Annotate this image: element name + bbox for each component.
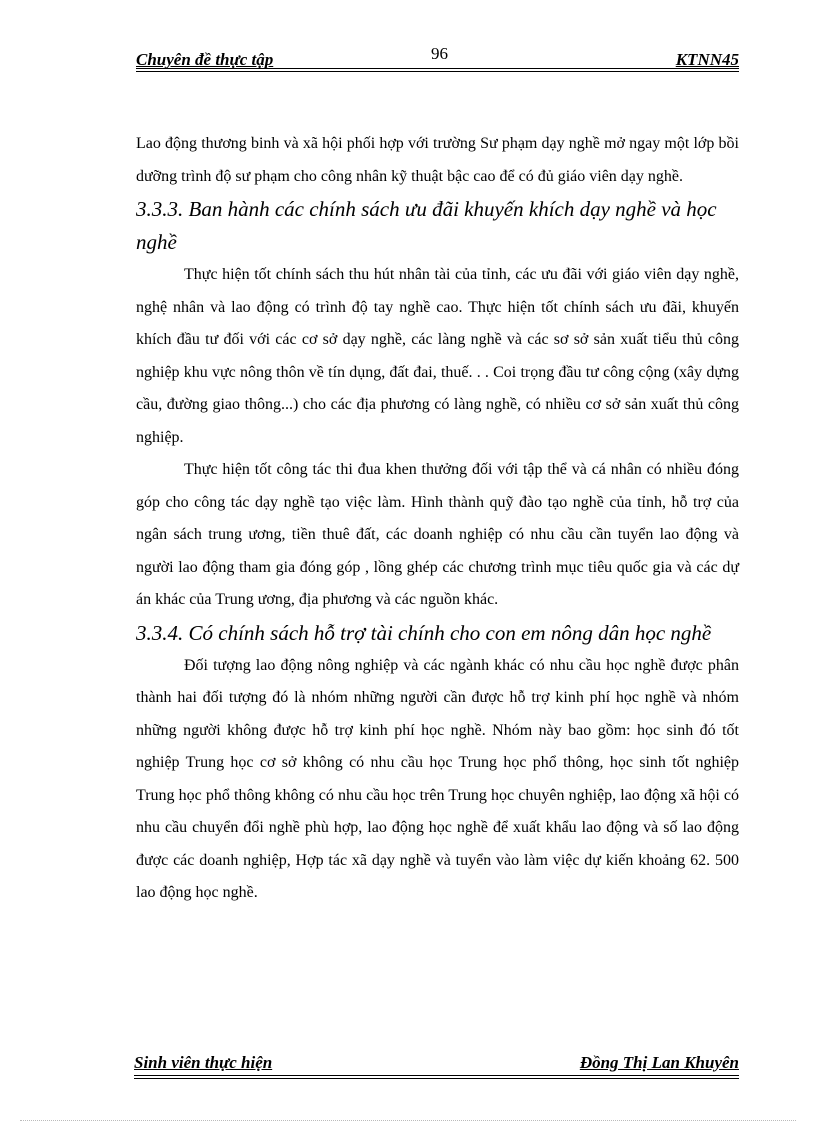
section-heading-3-3-4: 3.3.4. Có chính sách hỗ trợ tài chính cho con em nông dân học nghề — [136, 620, 712, 645]
footer-rule — [134, 1075, 739, 1079]
footer-author: Đồng Thị Lan Khuyên — [579, 1053, 739, 1072]
page-number: 96 — [431, 44, 448, 63]
paragraph-2: Thực hiện tốt chính sách thu hút nhân tài của tỉnh, các ưu đãi với giáo viên dạy nghề, nghệ nhân và lao động có trình độ tay nghề cao. Thực hiện tốt chính sách ưu đãi, khuyến khích đầu tư đối với các cơ sở dạy nghề, các làng nghề và các sơ sở sản xuất tiểu thủ công nghiệp khu vực nông thôn về tín dụng, đất đai, thuế. . . Coi trọng đầu tư công cộng (xây dựng cầu, đường giao thông...) cho các địa phương có làng nghề, có nhiều cơ sở sản xuất thủ công nghiệp. — [136, 266, 739, 446]
header-code: KTNN45 — [675, 50, 739, 69]
paragraph-4: Đối tượng lao động nông nghiệp và các ngành khác có nhu cầu học nghề được phân thành hai đối tượng đó là nhóm những người cần được hỗ trợ kinh phí học nghề và nhóm những người không được hỗ trợ kinh phí học nghề. Nhóm này bao gồm: học sinh đó tốt nghiệp Trung học cơ sở không có nhu cầu học Trung học phổ thông, học sinh tốt nghiệp Trung học phổ thông không có nhu cầu học trên Trung học chuyên nghiệp, lao động xã hội có nhu cầu chuyển đổi nghề phù hợp, lao động học nghề để xuất khẩu lao động và số lao động được các doanh nghiệp, Hợp tác xã dạy nghề và tuyển vào làm việc dự kiến khoảng 62. 500 lao động học nghề. — [136, 656, 739, 901]
page-bottom-border — [20, 1120, 796, 1121]
page-footer — [134, 1053, 739, 1075]
header-rule — [136, 68, 739, 72]
page-body — [136, 128, 739, 910]
paragraph-1: Lao động thương binh và xã hội phối hợp với trường Sư phạm dạy nghề mở ngay một lớp bồi dưỡng trình độ sư phạm cho công nhân kỹ thuật bậc cao để có đủ giáo viên dạy nghề. — [136, 135, 739, 185]
section-heading-3-3-3: 3.3.3. Ban hành các chính sách ưu đãi khuyến khích dạy nghề và học nghề — [136, 197, 717, 254]
paragraph-3: Thực hiện tốt công tác thi đua khen thưởng đối với tập thể và cá nhân có nhiều đóng góp cho công tác dạy nghề tạo việc làm. Hình thành quỹ đào tạo nghề của tỉnh, hỗ trợ của ngân sách trung ương, tiền thuê đất, các doanh nghiệp có nhu cầu cần tuyển lao động và người lao động tham gia đóng góp , lồng ghép các chương trình mục tiêu quốc gia và các dự án khác của Trung ương, địa phương và các nguồn khác. — [136, 461, 739, 608]
footer-label: Sinh viên thực hiện — [134, 1053, 273, 1072]
header-title: Chuyên đề thực tập — [136, 50, 274, 69]
